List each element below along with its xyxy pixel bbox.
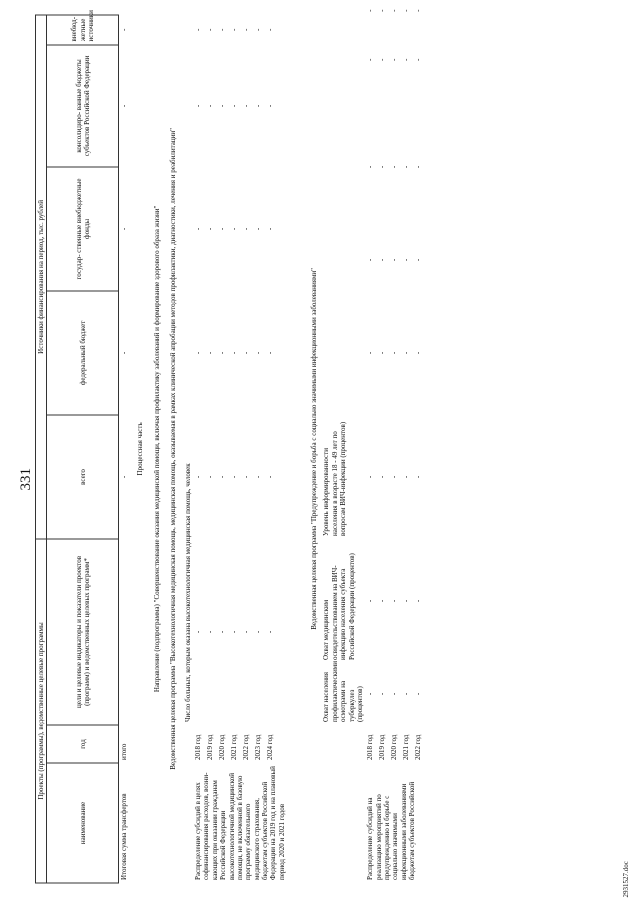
indicator-value: - [390, 692, 399, 695]
federal-value: - [205, 351, 214, 354]
regional-value: - [366, 58, 375, 61]
indicator-value: - [402, 475, 411, 478]
state-funds-value: - [378, 165, 387, 168]
indicator-value: - [241, 630, 250, 633]
col-header-state-funds: государ- ственные внебюджетные фонды [47, 166, 119, 290]
col-header-year: год [47, 725, 119, 763]
col-header-offbudget: внебюд- жетные источники [47, 14, 119, 44]
state-funds-value: - [241, 227, 250, 230]
total-value: - [253, 475, 262, 478]
regional-value: - [193, 104, 202, 107]
indicator-value: - [402, 692, 411, 695]
offbudget-value: - [217, 28, 226, 31]
section-process-heading: Процессная часть [136, 421, 145, 475]
year-cell: 2018 год [193, 734, 202, 760]
program2-title: Ведомственная целевая программа "Предупреждение и борьба с социально значимыми инфекционными заболеваниями" [309, 267, 318, 630]
regional-value: - [378, 58, 387, 61]
regional-value: - [253, 104, 262, 107]
offbudget-value: - [205, 28, 214, 31]
year-cell: 2019 год [378, 734, 387, 760]
table-row: Распределение субсидий на реализацию мероприятий по предупреждению и борьбе с социально значимыми инфекционными заболеваниями бюджетам субъектов Российской 2018 год - - - - - - - - [365, 14, 377, 882]
offbudget-value: - [241, 28, 250, 31]
regional-value: - [229, 104, 238, 107]
offbudget-value: - [229, 28, 238, 31]
page-number: 331 [18, 467, 34, 490]
total-value: - [229, 475, 238, 478]
regional-value: - [241, 104, 250, 107]
summary-year: итого [120, 743, 129, 760]
state-funds-value: - [205, 227, 214, 230]
year-cell: 2019 год [205, 734, 214, 760]
federal-value: - [241, 351, 250, 354]
state-funds-value: - [217, 227, 226, 230]
indicator-value: - [205, 630, 214, 633]
regional-value: - [414, 58, 423, 61]
indicator-value: - [378, 599, 387, 602]
indicator-value: - [414, 475, 423, 478]
table-row: 2020 год - - - - - - - - [389, 14, 401, 882]
regional-value: - [265, 104, 274, 107]
federal-value: - [366, 258, 375, 261]
indicator-value: - [390, 475, 399, 478]
table-row: 2021 год - - - - - - - - [401, 14, 413, 882]
state-funds-value: - [193, 227, 202, 230]
table-row [205, 14, 217, 882]
summary-row [119, 14, 132, 882]
group-header-funding: Источники финансирования на период, тыс. рублей [36, 14, 47, 538]
total-value: - [241, 475, 250, 478]
col-header-regional: консолидиро- ванные бюджеты субъектов Российской Федерации [47, 44, 119, 166]
state-funds-value: - [414, 165, 423, 168]
program1-indicator: Число больных, которым оказана высокотехнологичная медицинская помощь, человек [183, 462, 192, 722]
indicator-value: - [366, 692, 375, 695]
state-funds-value: - [229, 227, 238, 230]
program2-indicator-1: Охват населения профилактическими осмотрами на туберкулез (процентов) [322, 660, 364, 722]
state-funds-value: - [402, 165, 411, 168]
state-funds-value: - [366, 165, 375, 168]
summary-federal: - [120, 351, 129, 354]
total-value: - [217, 475, 226, 478]
total-value: - [205, 475, 214, 478]
year-cell: 2022 год [241, 734, 250, 760]
year-cell: 2020 год [390, 734, 399, 760]
regional-value: - [217, 104, 226, 107]
table-row: 2022 год - - - - - - - - [413, 14, 425, 882]
program2-item-name: Распределение субсидий на реализацию мероприятий по предупреждению и борьбе с социально значимыми инфекционными заболеваниями бюджетам субъектов Российской [366, 781, 417, 880]
year-cell: 2021 год [402, 734, 411, 760]
indicator-value: - [378, 475, 387, 478]
summary-offbudget: - [120, 28, 129, 31]
federal-value: - [390, 258, 399, 261]
table-row [253, 14, 265, 882]
offbudget-value: - [253, 28, 262, 31]
indicator-value: - [378, 692, 387, 695]
indicator-value: - [402, 599, 411, 602]
year-cell: 2022 год [414, 734, 423, 760]
state-funds-value: - [253, 227, 262, 230]
total-value: - [265, 475, 274, 478]
direction-heading: Направление (подпрограмма) "Совершенствование оказания медицинской помощи, включая профилактику заболеваний и формирование здорового образа жизни" [152, 205, 161, 692]
federal-value: - [217, 351, 226, 354]
indicator-value: - [229, 630, 238, 633]
year-cell: 2024 год [265, 734, 274, 760]
total-value: - [193, 475, 202, 478]
program2-indicator-3: Уровень информированности населения в возрасте 18 - 49 лет по вопросам ВИЧ-инфекции (процентов) [322, 421, 348, 536]
total-value: - [378, 351, 387, 354]
program1-title: Ведомственная целевая программа "Высокотехнологичная медицинская помощь, медицинская помощь, оказываемая в рамках клинической апробации методов профилактики, диагностики, лечения и реабилитации" [169, 127, 178, 770]
total-value: - [402, 351, 411, 354]
col-header-total: всего [47, 414, 119, 538]
col-header-goals: цели и целевые индикаторы и показатели проектов (программ) и ведомственных целевых программ* [47, 538, 119, 724]
table-row [229, 14, 241, 882]
regional-value: - [402, 58, 411, 61]
funding-table [35, 8, 425, 883]
offbudget-value: - [265, 28, 274, 31]
indicator-value: - [366, 599, 375, 602]
indicator-value: - [414, 692, 423, 695]
federal-value: - [193, 351, 202, 354]
regional-value: - [205, 104, 214, 107]
table-row [193, 14, 205, 882]
program1-item-name: Распределение субсидий в целях софинансирования расходов, возни- кающих при оказании гражданам Российской Федерации высокотехнологичной медицинской помощи, не включенной в базовую программу обязательного медицинского страхования, бюджетам субъектов Российской Федерации на 2019 год и на плановый период 2020 и 2021 годов [193, 765, 286, 880]
indicator-value: - [193, 630, 202, 633]
total-value: - [366, 351, 375, 354]
summary-state-funds: - [120, 227, 129, 230]
indicator-value: - [414, 599, 423, 602]
table-row [265, 14, 305, 882]
col-header-federal: федеральный бюджет [47, 290, 119, 414]
state-funds-value: - [390, 165, 399, 168]
table-row [217, 14, 229, 882]
year-cell: 2023 год [253, 734, 262, 760]
indicator-value: - [390, 599, 399, 602]
footer-doc-name: 2931527.doc [622, 860, 630, 897]
federal-value: - [265, 351, 274, 354]
federal-value: - [253, 351, 262, 354]
year-cell: 2021 год [229, 734, 238, 760]
indicator-value: - [253, 630, 262, 633]
indicator-value: - [217, 630, 226, 633]
summary-total: - [120, 475, 129, 478]
total-value: - [390, 351, 399, 354]
federal-value: - [414, 258, 423, 261]
table-row: 2019 год - - - - - - - - [377, 14, 389, 882]
program2-indicator-2: Охват медицинским освидетельствованием на ВИЧ-инфекцию населения субъекта Российской Федерации (процентов) [322, 552, 356, 660]
year-cell: 2020 год [217, 734, 226, 760]
federal-value: - [229, 351, 238, 354]
indicator-value: - [265, 630, 274, 633]
federal-value: - [402, 258, 411, 261]
summary-regional: - [120, 104, 129, 107]
group-header-projects: Проекты (программы), ведомственные целевые программы [36, 538, 47, 882]
col-header-name: наименование [47, 763, 119, 883]
indicator-value: - [366, 475, 375, 478]
regional-value: - [390, 58, 399, 61]
offbudget-value: - [193, 28, 202, 31]
state-funds-value: - [265, 227, 274, 230]
total-value: - [414, 351, 423, 354]
federal-value: - [378, 258, 387, 261]
year-cell: 2018 год [366, 734, 375, 760]
table-row [241, 14, 253, 882]
summary-name: Итоговая сумма трансфертов [120, 792, 129, 880]
